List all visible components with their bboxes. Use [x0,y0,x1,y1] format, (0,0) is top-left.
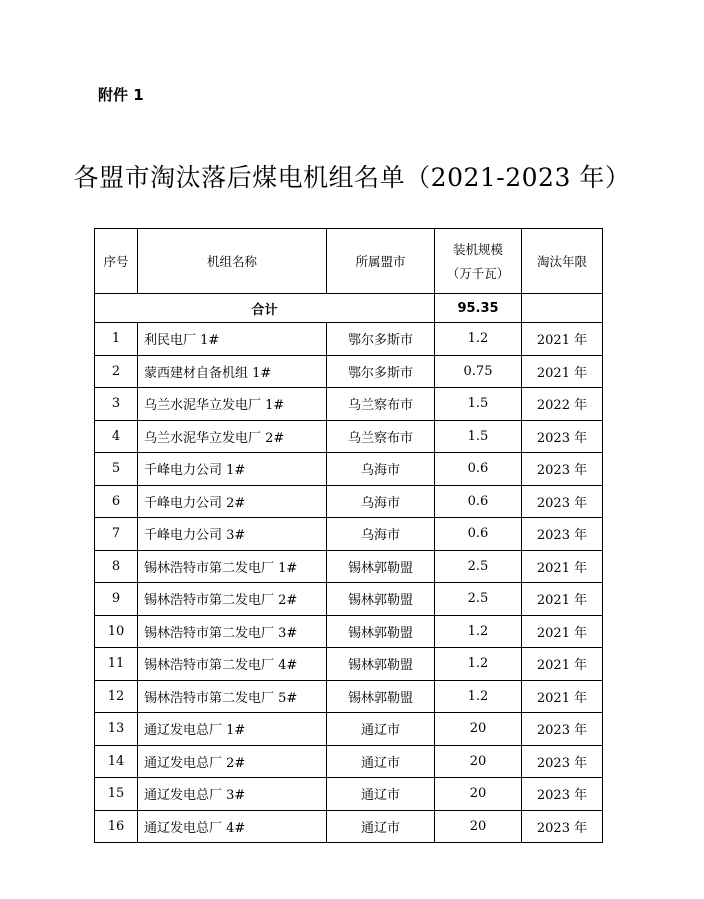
cell-unit-name: 锡林浩特市第二发电厂 4# [138,648,327,681]
cell-seq: 1 [95,323,138,356]
header-city: 所属盟市 [327,229,435,294]
cell-city: 鄂尔多斯市 [327,355,435,388]
cell-year: 2021 年 [522,550,603,583]
cell-unit-name: 锡林浩特市第二发电厂 5# [138,680,327,713]
cell-unit-name: 锡林浩特市第二发电厂 3# [138,615,327,648]
cell-year: 2021 年 [522,648,603,681]
cell-unit-name: 千峰电力公司 3# [138,518,327,551]
cell-year: 2023 年 [522,453,603,486]
cell-seq: 12 [95,680,138,713]
table-row [95,615,603,648]
table-row [95,550,603,583]
table-row [95,648,603,681]
table-row [95,680,603,713]
cell-year: 2021 年 [522,680,603,713]
total-year [522,294,603,323]
cell-capacity: 1.5 [435,388,522,421]
cell-city: 乌海市 [327,518,435,551]
header-year: 淘汰年限 [522,229,603,294]
table-row [95,778,603,811]
table-row [95,453,603,486]
cell-capacity: 0.6 [435,453,522,486]
cell-unit-name: 蒙西建材自备机组 1# [138,355,327,388]
table-row [95,388,603,421]
cell-city: 锡林郭勒盟 [327,648,435,681]
cell-capacity: 20 [435,810,522,843]
cell-year: 2023 年 [522,810,603,843]
cell-year: 2023 年 [522,485,603,518]
unit-table [94,228,603,843]
cell-seq: 2 [95,355,138,388]
cell-unit-name: 锡林浩特市第二发电厂 1# [138,550,327,583]
cell-city: 锡林郭勒盟 [327,583,435,616]
cell-capacity: 0.75 [435,355,522,388]
cell-capacity: 1.5 [435,420,522,453]
header-seq: 序号 [95,229,138,294]
cell-year: 2023 年 [522,518,603,551]
cell-city: 乌兰察布市 [327,420,435,453]
cell-year: 2023 年 [522,778,603,811]
cell-unit-name: 利民电厂 1# [138,323,327,356]
table-row [95,713,603,746]
cell-year: 2021 年 [522,355,603,388]
cell-city: 乌兰察布市 [327,388,435,421]
cell-unit-name: 千峰电力公司 2# [138,485,327,518]
cell-capacity: 2.5 [435,583,522,616]
cell-seq: 11 [95,648,138,681]
cell-year: 2022 年 [522,388,603,421]
cell-city: 锡林郭勒盟 [327,680,435,713]
cell-capacity: 1.2 [435,648,522,681]
table-row [95,583,603,616]
header-unit-name: 机组名称 [138,229,327,294]
cell-city: 通辽市 [327,713,435,746]
total-label: 合计 [95,294,435,323]
cell-seq: 14 [95,745,138,778]
cell-unit-name: 锡林浩特市第二发电厂 2# [138,583,327,616]
table-row [95,323,603,356]
table-header-row [95,229,603,294]
cell-capacity: 20 [435,778,522,811]
header-capacity-line2: （万千瓦） [446,266,510,281]
table-row [95,745,603,778]
cell-unit-name: 千峰电力公司 1# [138,453,327,486]
cell-seq: 9 [95,583,138,616]
cell-capacity: 0.6 [435,518,522,551]
header-capacity [435,229,522,294]
cell-year: 2021 年 [522,583,603,616]
cell-capacity: 20 [435,745,522,778]
cell-unit-name: 乌兰水泥华立发电厂 1# [138,388,327,421]
cell-unit-name: 乌兰水泥华立发电厂 2# [138,420,327,453]
cell-year: 2021 年 [522,615,603,648]
cell-seq: 16 [95,810,138,843]
cell-city: 通辽市 [327,810,435,843]
cell-capacity: 0.6 [435,485,522,518]
cell-year: 2023 年 [522,420,603,453]
cell-seq: 10 [95,615,138,648]
cell-unit-name: 通辽发电总厂 4# [138,810,327,843]
cell-capacity: 1.2 [435,323,522,356]
cell-city: 通辽市 [327,778,435,811]
page-title: 各盟市淘汰落后煤电机组名单（2021-2023 年） [73,163,631,192]
cell-city: 乌海市 [327,485,435,518]
table-row [95,518,603,551]
cell-year: 2023 年 [522,713,603,746]
cell-capacity: 2.5 [435,550,522,583]
table-row [95,485,603,518]
table-row [95,420,603,453]
table-row [95,355,603,388]
cell-seq: 3 [95,388,138,421]
cell-capacity: 20 [435,713,522,746]
attachment-label: 附件 1 [98,86,144,104]
cell-unit-name: 通辽发电总厂 2# [138,745,327,778]
cell-capacity: 1.2 [435,615,522,648]
cell-seq: 4 [95,420,138,453]
cell-seq: 13 [95,713,138,746]
cell-seq: 15 [95,778,138,811]
cell-city: 锡林郭勒盟 [327,615,435,648]
cell-city: 通辽市 [327,745,435,778]
cell-seq: 7 [95,518,138,551]
cell-year: 2023 年 [522,745,603,778]
cell-unit-name: 通辽发电总厂 1# [138,713,327,746]
cell-capacity: 1.2 [435,680,522,713]
cell-city: 乌海市 [327,453,435,486]
cell-city: 锡林郭勒盟 [327,550,435,583]
cell-seq: 6 [95,485,138,518]
cell-year: 2021 年 [522,323,603,356]
cell-seq: 8 [95,550,138,583]
total-row [95,294,603,323]
header-capacity-line1: 装机规模 [452,242,503,257]
cell-city: 鄂尔多斯市 [327,323,435,356]
table-row [95,810,603,843]
cell-unit-name: 通辽发电总厂 3# [138,778,327,811]
total-capacity: 95.35 [435,294,522,323]
cell-seq: 5 [95,453,138,486]
